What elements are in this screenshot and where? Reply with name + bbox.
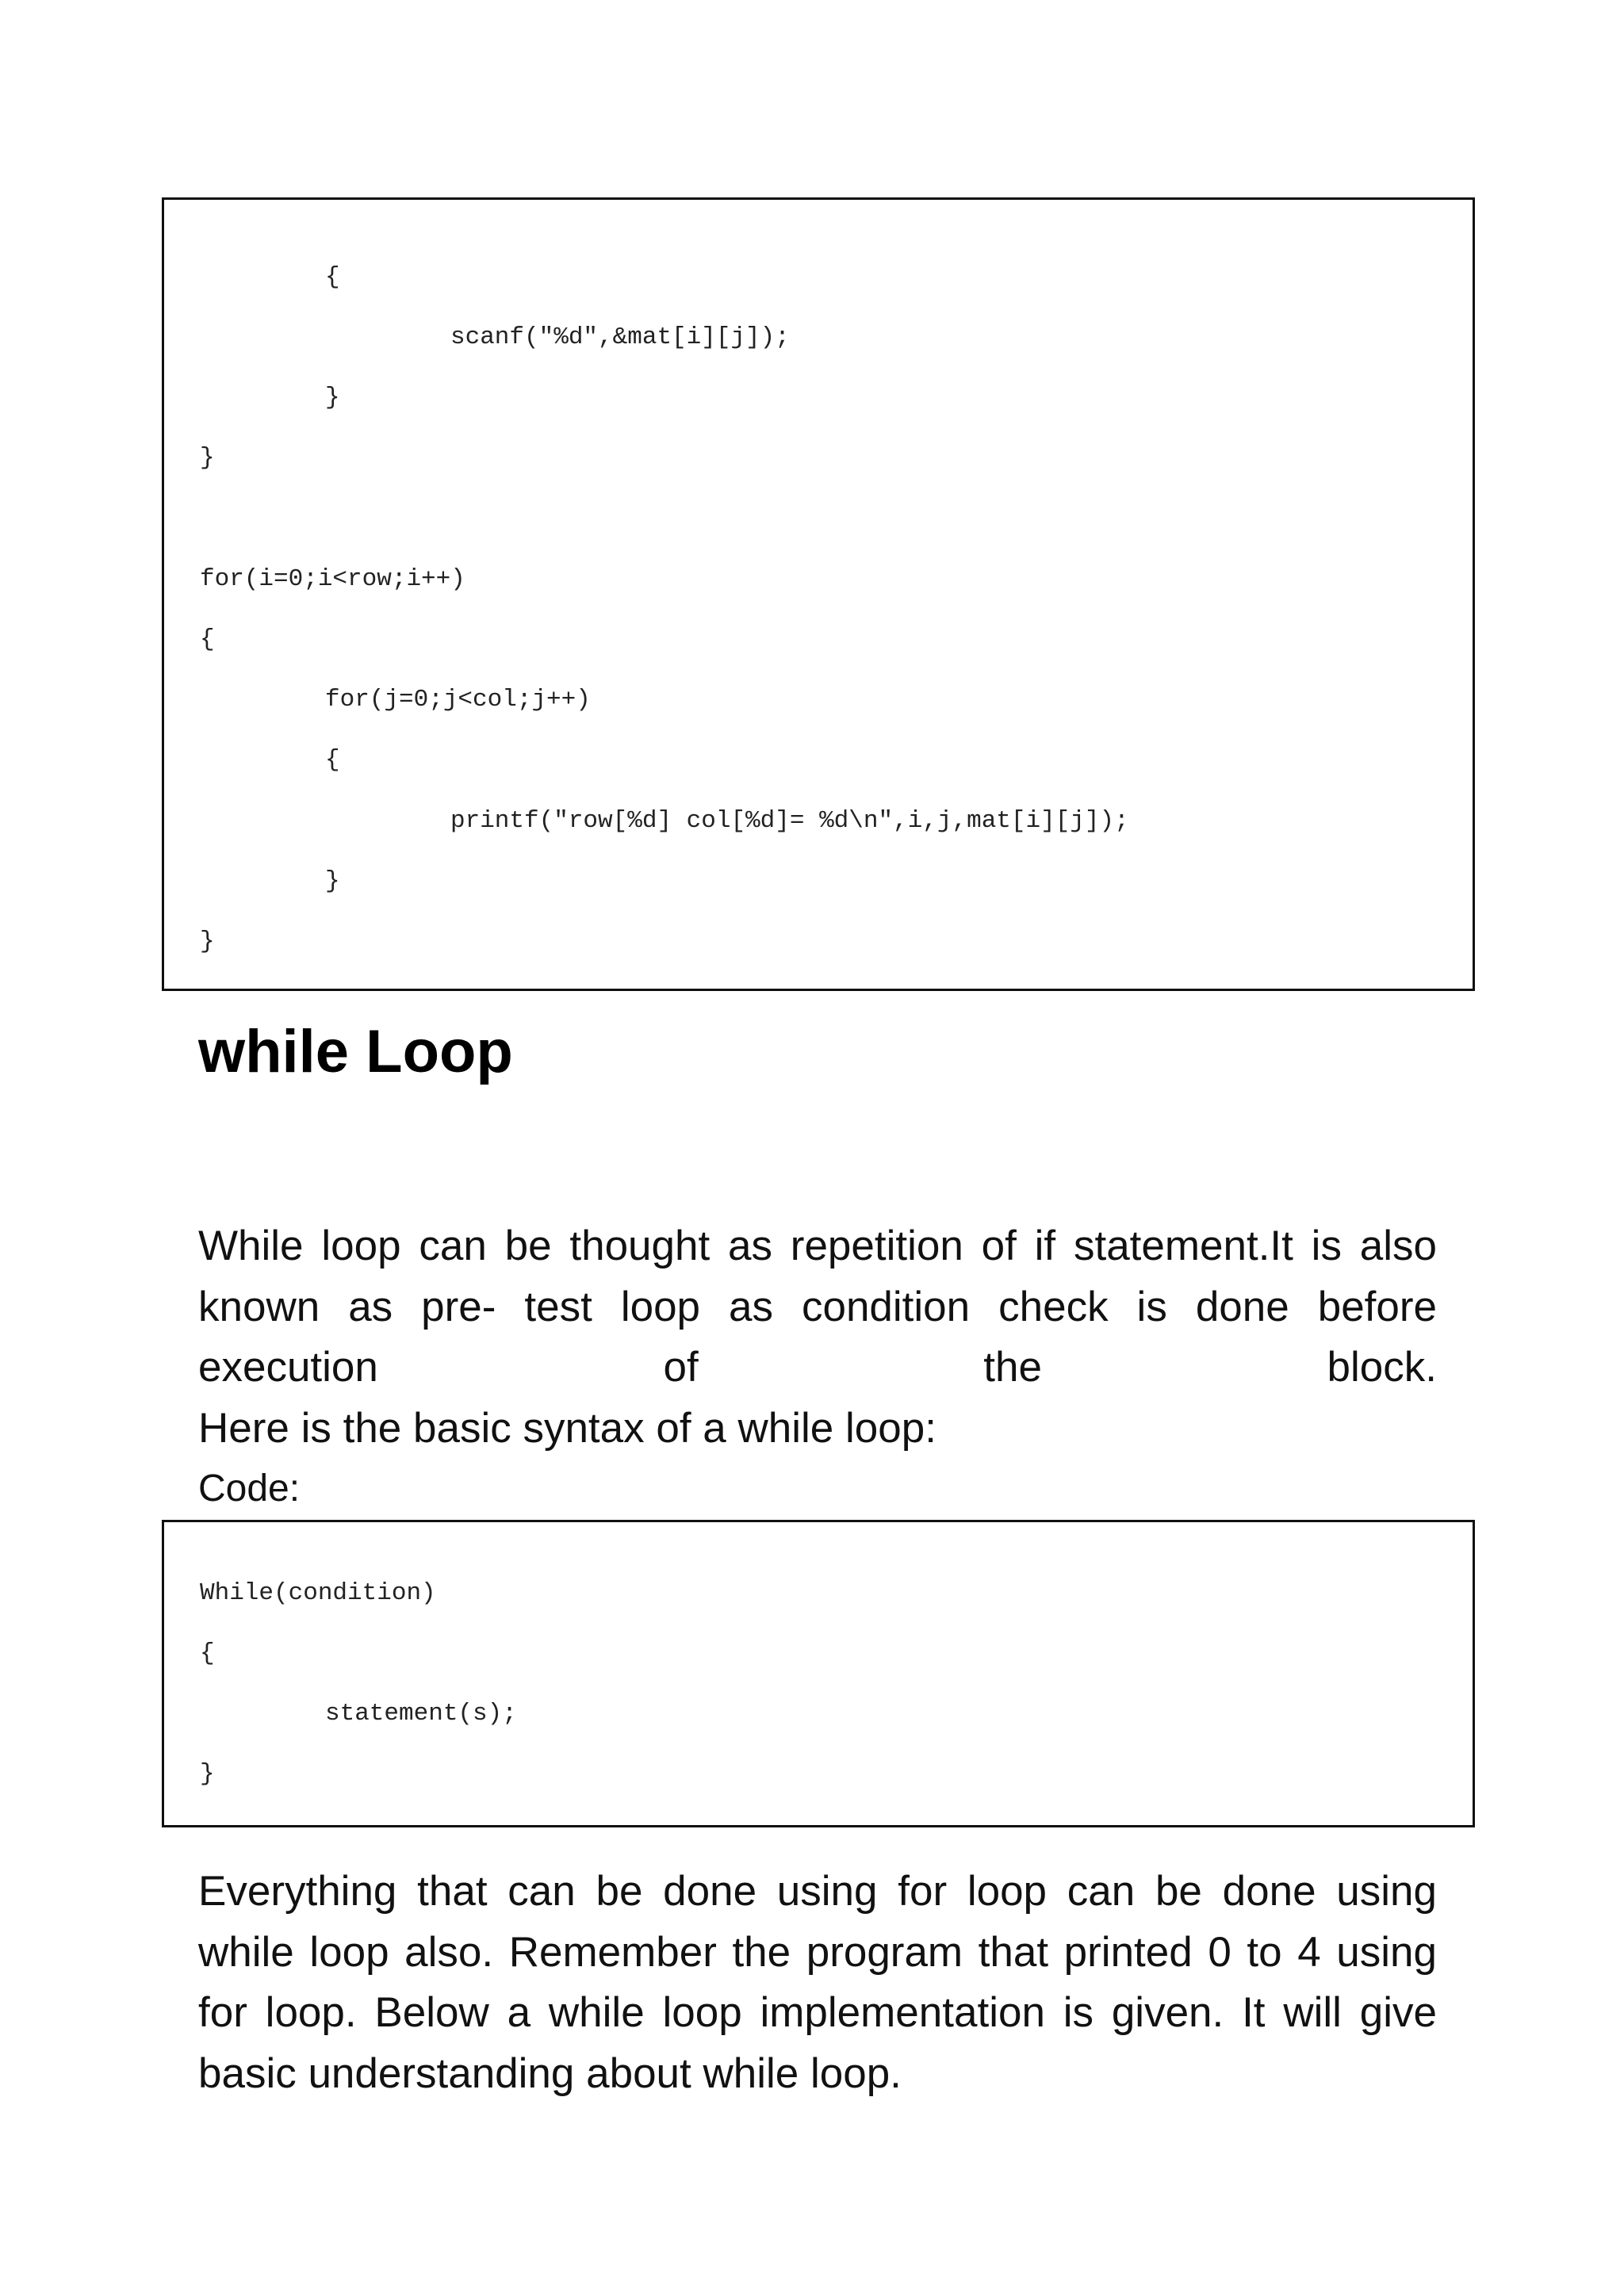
code-line: While(condition) <box>200 1579 436 1607</box>
intro-paragraph <box>198 1216 1437 1459</box>
paragraph-line: known as pre- test loop as condition check is done before <box>198 1283 1437 1330</box>
code-line: } <box>200 1760 215 1788</box>
code-line: statement(s); <box>325 1700 517 1728</box>
code-label: Code: <box>198 1468 301 1510</box>
paragraph-line: execution of the block. <box>198 1344 1437 1391</box>
code-line: for(i=0;i<row;i++) <box>200 565 465 593</box>
code-line: } <box>200 444 215 472</box>
code-line: printf("row[%d] col[%d]= %d\n",i,j,mat[i][j]); <box>450 807 1129 835</box>
code-line: } <box>325 384 340 411</box>
code-line: for(j=0;j<col;j++) <box>325 686 591 714</box>
code-block-nested-loops <box>162 197 1475 991</box>
code-line: { <box>325 746 340 774</box>
paragraph-line: While loop can be thought as repetition of if statement.It is also <box>198 1223 1437 1269</box>
code-line: { <box>200 1640 215 1667</box>
code-line: { <box>325 263 340 291</box>
code-line: } <box>325 867 340 895</box>
closing-paragraph: Everything that can be done using for loop can be done using while loop also. Remember the program that printed 0 to 4 using for loop. Below a while loop implementation is given. It will give basic understanding about while loop. <box>198 1868 1437 2097</box>
paragraph-line: Here is the basic syntax of a while loop: <box>198 1404 936 1452</box>
section-heading: while Loop <box>198 1018 513 1085</box>
code-line: { <box>200 626 215 653</box>
code-line: scanf("%d",&mat[i][j]); <box>450 323 790 351</box>
code-block-while-syntax <box>162 1520 1475 1827</box>
code-line: } <box>200 928 215 955</box>
